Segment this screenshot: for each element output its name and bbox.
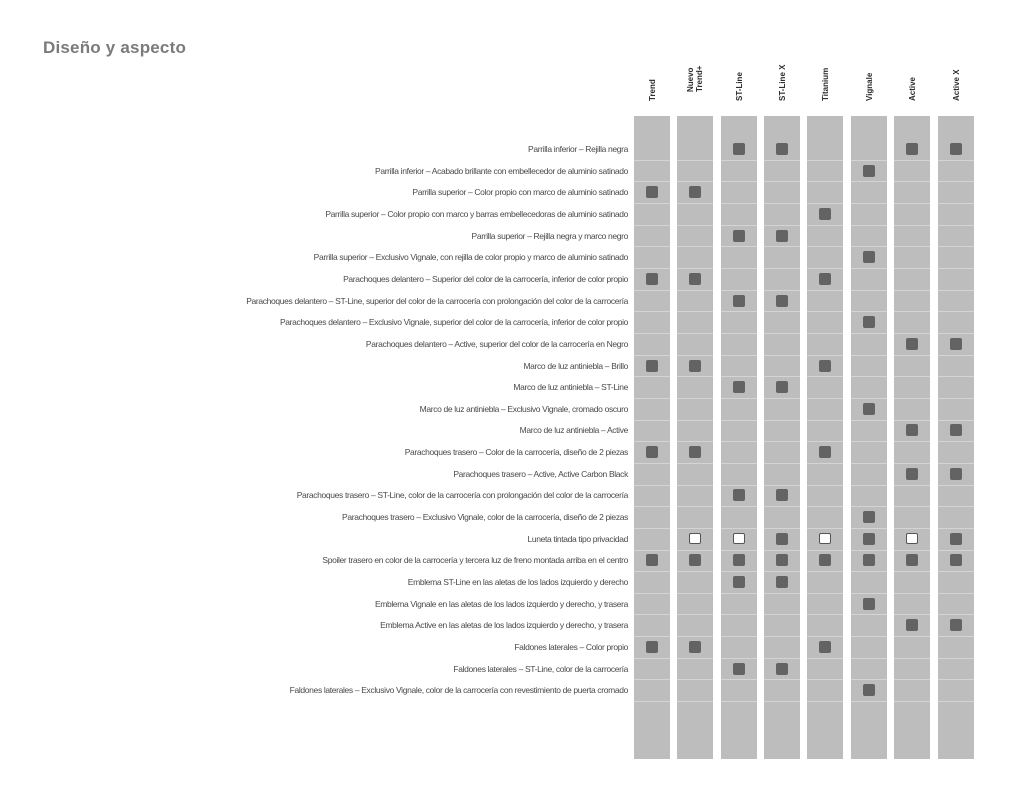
column-header-label: Trend (647, 79, 657, 101)
row-divider (634, 506, 976, 507)
standard-mark (950, 424, 962, 436)
standard-mark (863, 511, 875, 523)
standard-mark (950, 533, 962, 545)
row-label: Parrilla superior – Color propio con marco de aluminio satinado (412, 187, 628, 197)
row-label: Parrilla inferior – Rejilla negra (528, 144, 628, 154)
standard-mark (906, 143, 918, 155)
page-title: Diseño y aspecto (43, 38, 187, 57)
column-header-titanium (807, 60, 843, 112)
column-bg-vignale (851, 116, 887, 759)
column-header-label: Trend+ (695, 65, 704, 92)
column-header-label: Nuevo (686, 67, 695, 92)
row-label: Parachoques delantero – Exclusivo Vignale, superior del color de la carrocería, inferior de color propio (279, 317, 628, 327)
row-divider (634, 636, 976, 637)
optional-mark (906, 533, 918, 544)
standard-mark (863, 316, 875, 328)
column-header-label: Titanium (820, 67, 830, 101)
row-divider (634, 593, 976, 594)
row-label: Parrilla superior – Color propio con marco y barras embellecedoras de aluminio satinado (325, 209, 628, 219)
standard-mark (776, 230, 788, 242)
row-divider (634, 290, 976, 291)
standard-mark (819, 554, 831, 566)
row-label: Parrilla inferior – Acabado brillante con embellecedor de aluminio satinado (375, 166, 628, 176)
row-divider (634, 225, 976, 226)
standard-mark (689, 446, 701, 458)
column-bg-active-x (938, 116, 974, 759)
standard-mark (646, 273, 658, 285)
standard-mark (689, 641, 701, 653)
column-header-vignale (851, 60, 887, 112)
standard-mark (906, 619, 918, 631)
standard-mark (906, 554, 918, 566)
column-bg-nuevo-trend (677, 116, 713, 759)
row-divider (634, 355, 976, 356)
row-label: Faldones laterales – Color propio (514, 642, 628, 652)
column-header-st-line (721, 60, 757, 112)
row-divider (634, 420, 976, 421)
standard-mark (950, 143, 962, 155)
standard-mark (733, 663, 745, 675)
row-label: Marco de luz antiniebla – ST-Line (513, 382, 628, 392)
row-divider (634, 398, 976, 399)
row-divider (634, 181, 976, 182)
column-header-label: ST-Line X (777, 64, 787, 101)
standard-mark (733, 576, 745, 588)
standard-mark (819, 208, 831, 220)
standard-mark (863, 533, 875, 545)
standard-mark (776, 663, 788, 675)
standard-mark (646, 360, 658, 372)
standard-mark (950, 338, 962, 350)
row-divider (634, 528, 976, 529)
row-label: Emblema Vignale en las aletas de los lados izquierdo y derecho, y trasera (374, 599, 628, 609)
row-divider (634, 701, 976, 702)
row-divider (634, 268, 976, 269)
row-divider (634, 441, 976, 442)
standard-mark (733, 554, 745, 566)
standard-mark (863, 403, 875, 415)
row-label: Parachoques trasero – Exclusivo Vignale, color de la carrocería, diseño de 2 piezas (342, 512, 628, 522)
row-label: Parachoques delantero – ST-Line, superior del color de la carrocería con prolongación del color de la carrocería (246, 296, 628, 306)
row-label: Parachoques delantero – Superior del color de la carrocería, inferior de color propio (343, 274, 628, 284)
standard-mark (776, 381, 788, 393)
row-divider (634, 614, 976, 615)
row-divider (634, 376, 976, 377)
standard-mark (863, 554, 875, 566)
column-header-st-line-x (764, 60, 800, 112)
column-header-nuevo-trend (677, 60, 713, 112)
standard-mark (689, 554, 701, 566)
column-header-trend (634, 60, 670, 112)
standard-mark (776, 295, 788, 307)
row-label: Parachoques delantero – Active, superior del color de la carrocería en Negro (365, 339, 628, 349)
standard-mark (863, 684, 875, 696)
row-label: Marco de luz antiniebla – Brillo (523, 361, 628, 371)
standard-mark (776, 554, 788, 566)
row-divider (634, 160, 976, 161)
standard-mark (819, 273, 831, 285)
row-divider (634, 485, 976, 486)
column-header-label: Active X (951, 69, 961, 101)
standard-mark (906, 468, 918, 480)
row-label: Luneta tintada tipo privacidad (527, 534, 628, 544)
row-label: Spoiler trasero en color de la carrocería y tercera luz de freno montada arriba en el centro (322, 555, 628, 565)
standard-mark (776, 533, 788, 545)
standard-mark (776, 143, 788, 155)
row-label: Marco de luz antiniebla – Active (519, 425, 628, 435)
standard-mark (950, 554, 962, 566)
standard-mark (733, 143, 745, 155)
standard-mark (863, 598, 875, 610)
standard-mark (863, 165, 875, 177)
standard-mark (646, 446, 658, 458)
row-divider (634, 550, 976, 551)
row-divider (634, 333, 976, 334)
row-label: Emblema Active en las aletas de los lados izquierdo y derecho, y trasera (380, 620, 628, 630)
optional-mark (733, 533, 745, 544)
standard-mark (906, 338, 918, 350)
standard-mark (950, 619, 962, 631)
optional-mark (819, 533, 831, 544)
standard-mark (733, 381, 745, 393)
row-label: Parachoques trasero – Active, Active Carbon Black (453, 469, 628, 479)
standard-mark (689, 360, 701, 372)
standard-mark (733, 295, 745, 307)
standard-mark (819, 641, 831, 653)
row-divider (634, 246, 976, 247)
row-label: Parachoques trasero – ST-Line, color de la carrocería con prolongación del color de la carrocería (296, 490, 628, 500)
standard-mark (819, 360, 831, 372)
row-label: Faldones laterales – ST-Line, color de la carrocería (453, 664, 628, 674)
standard-mark (906, 424, 918, 436)
row-label: Parrilla superior – Rejilla negra y marco negro (471, 231, 628, 241)
row-label: Faldones laterales – Exclusivo Vignale, color de la carrocería con revestimiento de puerta cromado (289, 685, 628, 695)
standard-mark (689, 186, 701, 198)
standard-mark (950, 468, 962, 480)
row-label: Emblema ST-Line en las aletas de los lados izquierdo y derecho (407, 577, 628, 587)
column-header-active (894, 60, 930, 112)
column-header-active-x (938, 60, 974, 112)
column-header-label: ST-Line (734, 72, 744, 101)
row-label: Parachoques trasero – Color de la carrocería, diseño de 2 piezas (404, 447, 628, 457)
column-bg-trend (634, 116, 670, 759)
row-divider (634, 658, 976, 659)
row-divider (634, 311, 976, 312)
optional-mark (689, 533, 701, 544)
standard-mark (646, 641, 658, 653)
column-header-label: Active (907, 76, 917, 101)
standard-mark (733, 230, 745, 242)
standard-mark (776, 576, 788, 588)
row-divider (634, 571, 976, 572)
standard-mark (646, 186, 658, 198)
column-bg-active (894, 116, 930, 759)
row-divider (634, 463, 976, 464)
row-divider (634, 679, 976, 680)
row-label: Marco de luz antiniebla – Exclusivo Vignale, cromado oscuro (419, 404, 628, 414)
standard-mark (819, 446, 831, 458)
row-label: Parrilla superior – Exclusivo Vignale, con rejilla de color propio y marco de aluminio satinado (313, 252, 628, 262)
standard-mark (689, 273, 701, 285)
column-header-label: Vignale (864, 72, 874, 101)
standard-mark (646, 554, 658, 566)
standard-mark (776, 489, 788, 501)
standard-mark (733, 489, 745, 501)
row-divider (634, 203, 976, 204)
standard-mark (863, 251, 875, 263)
